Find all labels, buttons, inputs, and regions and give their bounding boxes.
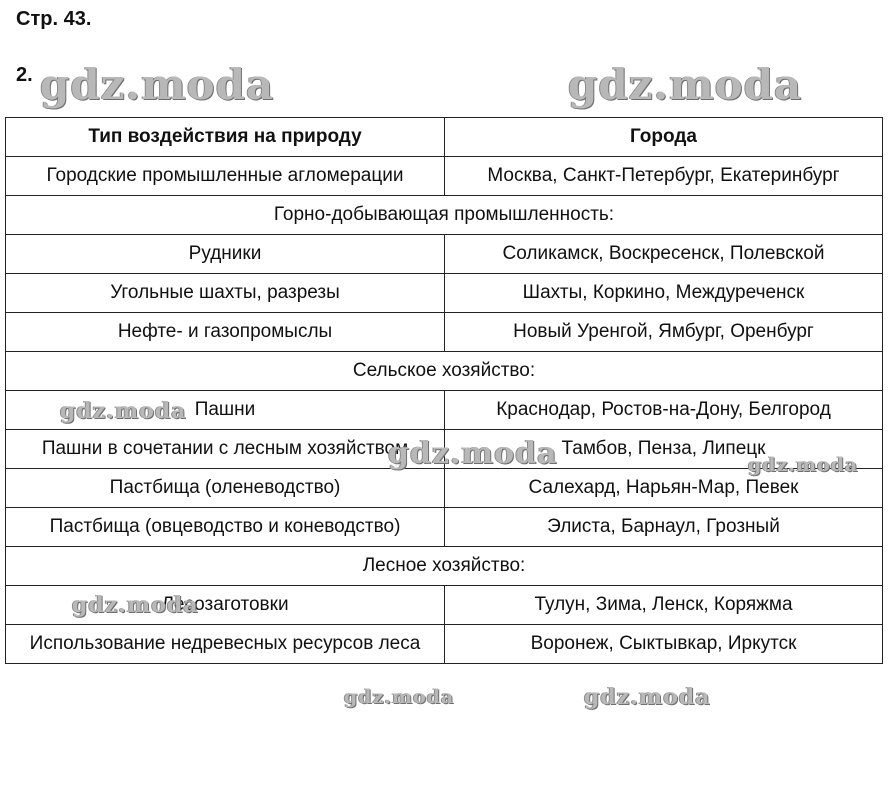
watermark: gdz.moda: [748, 454, 859, 476]
watermark: gdz.moda: [344, 686, 455, 708]
section-row: [6, 196, 883, 235]
cell-type: Пашни: [6, 391, 445, 430]
page-number: Стр. 43.: [16, 8, 92, 30]
table-row: [6, 274, 883, 313]
cell-type: Использование недревесных ресурсов леса: [6, 625, 445, 664]
watermark: gdz.moda: [568, 60, 803, 109]
table-row: [6, 235, 883, 274]
table-row: [6, 313, 883, 352]
table-row: [6, 391, 883, 430]
watermark: gdz.moda: [584, 684, 711, 710]
cell-cities: Краснодар, Ростов-на-Дону, Белгород: [445, 391, 883, 430]
table-row: [6, 430, 883, 469]
table-header-row: [6, 118, 883, 157]
section-row: [6, 547, 883, 586]
watermark: gdz.moda: [72, 592, 199, 618]
cell-cities: Шахты, Коркино, Междуреченск: [445, 274, 883, 313]
cell-type: Лесозаготовки: [6, 586, 445, 625]
table-row: [6, 508, 883, 547]
cell-type: Пастбища (овцеводство и коневодство): [6, 508, 445, 547]
cell-type: Пастбища (оленеводство): [6, 469, 445, 508]
watermark: gdz.moda: [60, 398, 187, 424]
table-row: [6, 586, 883, 625]
table-row: [6, 625, 883, 664]
cell-cities: Тамбов, Пенза, Липецк: [445, 430, 883, 469]
task-number: 2.: [16, 64, 33, 86]
cell-type: Угольные шахты, разрезы: [6, 274, 445, 313]
column-header-type: Тип воздействия на природу: [6, 118, 445, 157]
section-row: [6, 352, 883, 391]
section-heading: Горно-добывающая промышленность:: [6, 196, 883, 235]
section-heading: Лесное хозяйство:: [6, 547, 883, 586]
cell-cities: Москва, Санкт-Петербург, Екатеринбург: [445, 157, 883, 196]
table-row: [6, 469, 883, 508]
cell-type: Пашни в сочетании с лесным хозяйством: [6, 430, 445, 469]
cell-type: Рудники: [6, 235, 445, 274]
cell-type: Нефте- и газопромыслы: [6, 313, 445, 352]
cell-cities: Салехард, Нарьян-Мар, Певек: [445, 469, 883, 508]
watermark: gdz.moda: [40, 60, 275, 109]
column-header-cities: Города: [445, 118, 883, 157]
answer-table: [5, 117, 883, 664]
section-heading: Сельское хозяйство:: [6, 352, 883, 391]
cell-type: Городские промышленные агломерации: [6, 157, 445, 196]
table-row: [6, 157, 883, 196]
cell-cities: Тулун, Зима, Ленск, Коряжма: [445, 586, 883, 625]
watermark: gdz.moda: [388, 436, 558, 471]
cell-cities: Новый Уренгой, Ямбург, Оренбург: [445, 313, 883, 352]
cell-cities: Воронеж, Сыктывкар, Иркутск: [445, 625, 883, 664]
cell-cities: Элиста, Барнаул, Грозный: [445, 508, 883, 547]
cell-cities: Соликамск, Воскресенск, Полевской: [445, 235, 883, 274]
